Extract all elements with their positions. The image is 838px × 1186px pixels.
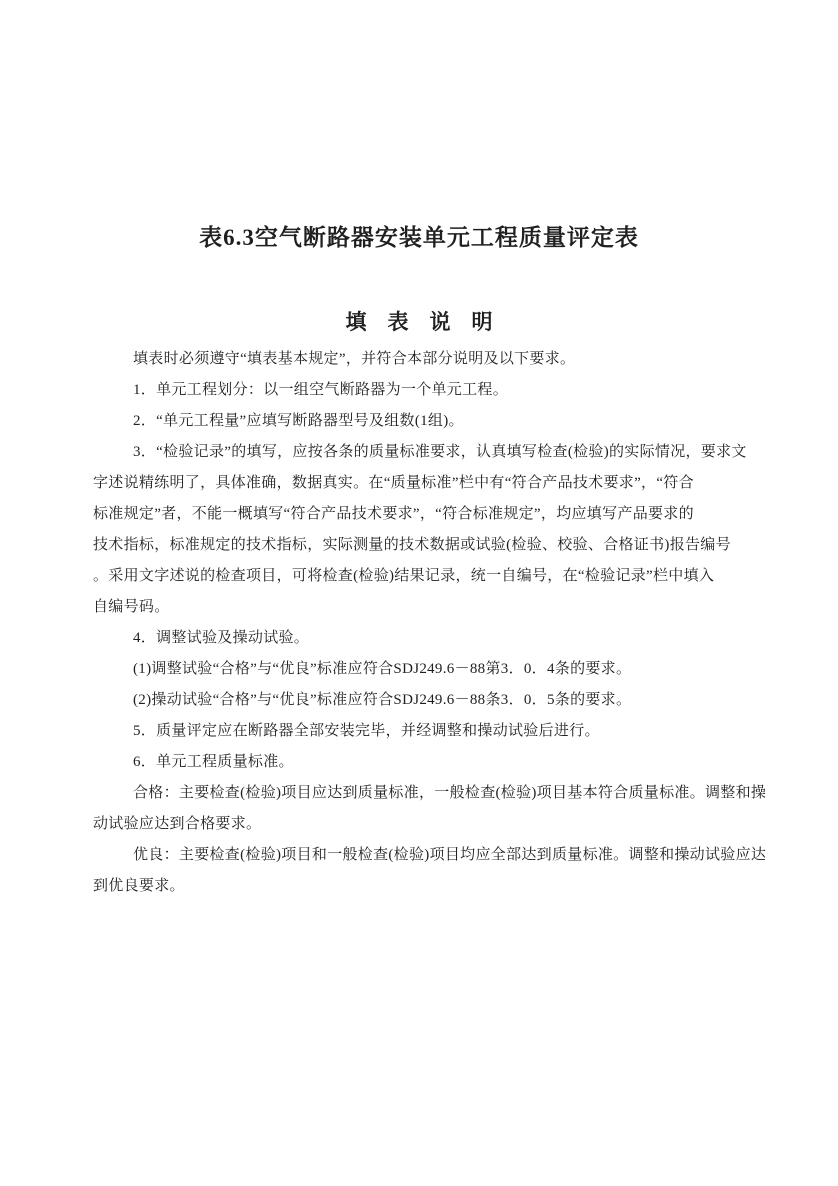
text-line: 字述说精练明了，具体准确，数据真实。在“质量标准”栏中有“符合产品技术要求”，“符合	[93, 475, 694, 491]
text-line: (2)操动试验“合格”与“优良”标准应符合SDJ249.6－88条3．0．5条的要求。	[133, 692, 632, 708]
text-line: 自编号码。	[93, 599, 170, 615]
text-line: 1．单元工程划分：以一组空气断路器为一个单元工程。	[133, 382, 509, 398]
text-line: 优良：主要检查(检验)项目和一般检查(检验)项目均应全部达到质量标准。调整和操动试验应达	[133, 847, 767, 863]
text-line: 2．“单元工程量”应填写断路器型号及组数(1组)。	[133, 413, 464, 429]
text-line: 4．调整试验及操动试验。	[133, 630, 310, 646]
text-line: 动试验应达到合格要求。	[93, 816, 262, 832]
text-line: 技术指标，标准规定的技术指标，实际测量的技术数据或试验(检验、校验、合格证书)报告编号	[93, 537, 731, 553]
text-line: (1)调整试验“合格”与“优良”标准应符合SDJ249.6－88第3．0．4条的要求。	[133, 661, 632, 677]
document-title: 表6.3空气断路器安装单元工程质量评定表	[199, 225, 639, 250]
text-line: 。采用文字述说的检查项目，可将检查(检验)结果记录，统一自编号，在“检验记录”栏中填入	[93, 568, 715, 584]
document-subtitle: 填 表 说 明	[345, 310, 493, 334]
body-lines	[93, 344, 767, 902]
text-line: 3．“检验记录”的填写，应按各条的质量标准要求，认真填写检查(检验)的实际情况，要求文	[133, 444, 747, 460]
text-line: 填表时必须遵守“填表基本规定”，并符合本部分说明及以下要求。	[133, 351, 576, 367]
text-line: 标准规定”者，不能一概填写“符合产品技术要求”，“符合标准规定”，均应填写产品要求的	[93, 506, 694, 522]
text-line: 5．质量评定应在断路器全部安装完毕，并经调整和操动试验后进行。	[133, 723, 600, 739]
text-line: 到优良要求。	[93, 878, 185, 894]
text-line: 6．单元工程质量标准。	[133, 754, 294, 770]
text-line: 合格：主要检查(检验)项目应达到质量标准，一般检查(检验)项目基本符合质量标准。调整和操	[133, 785, 767, 801]
